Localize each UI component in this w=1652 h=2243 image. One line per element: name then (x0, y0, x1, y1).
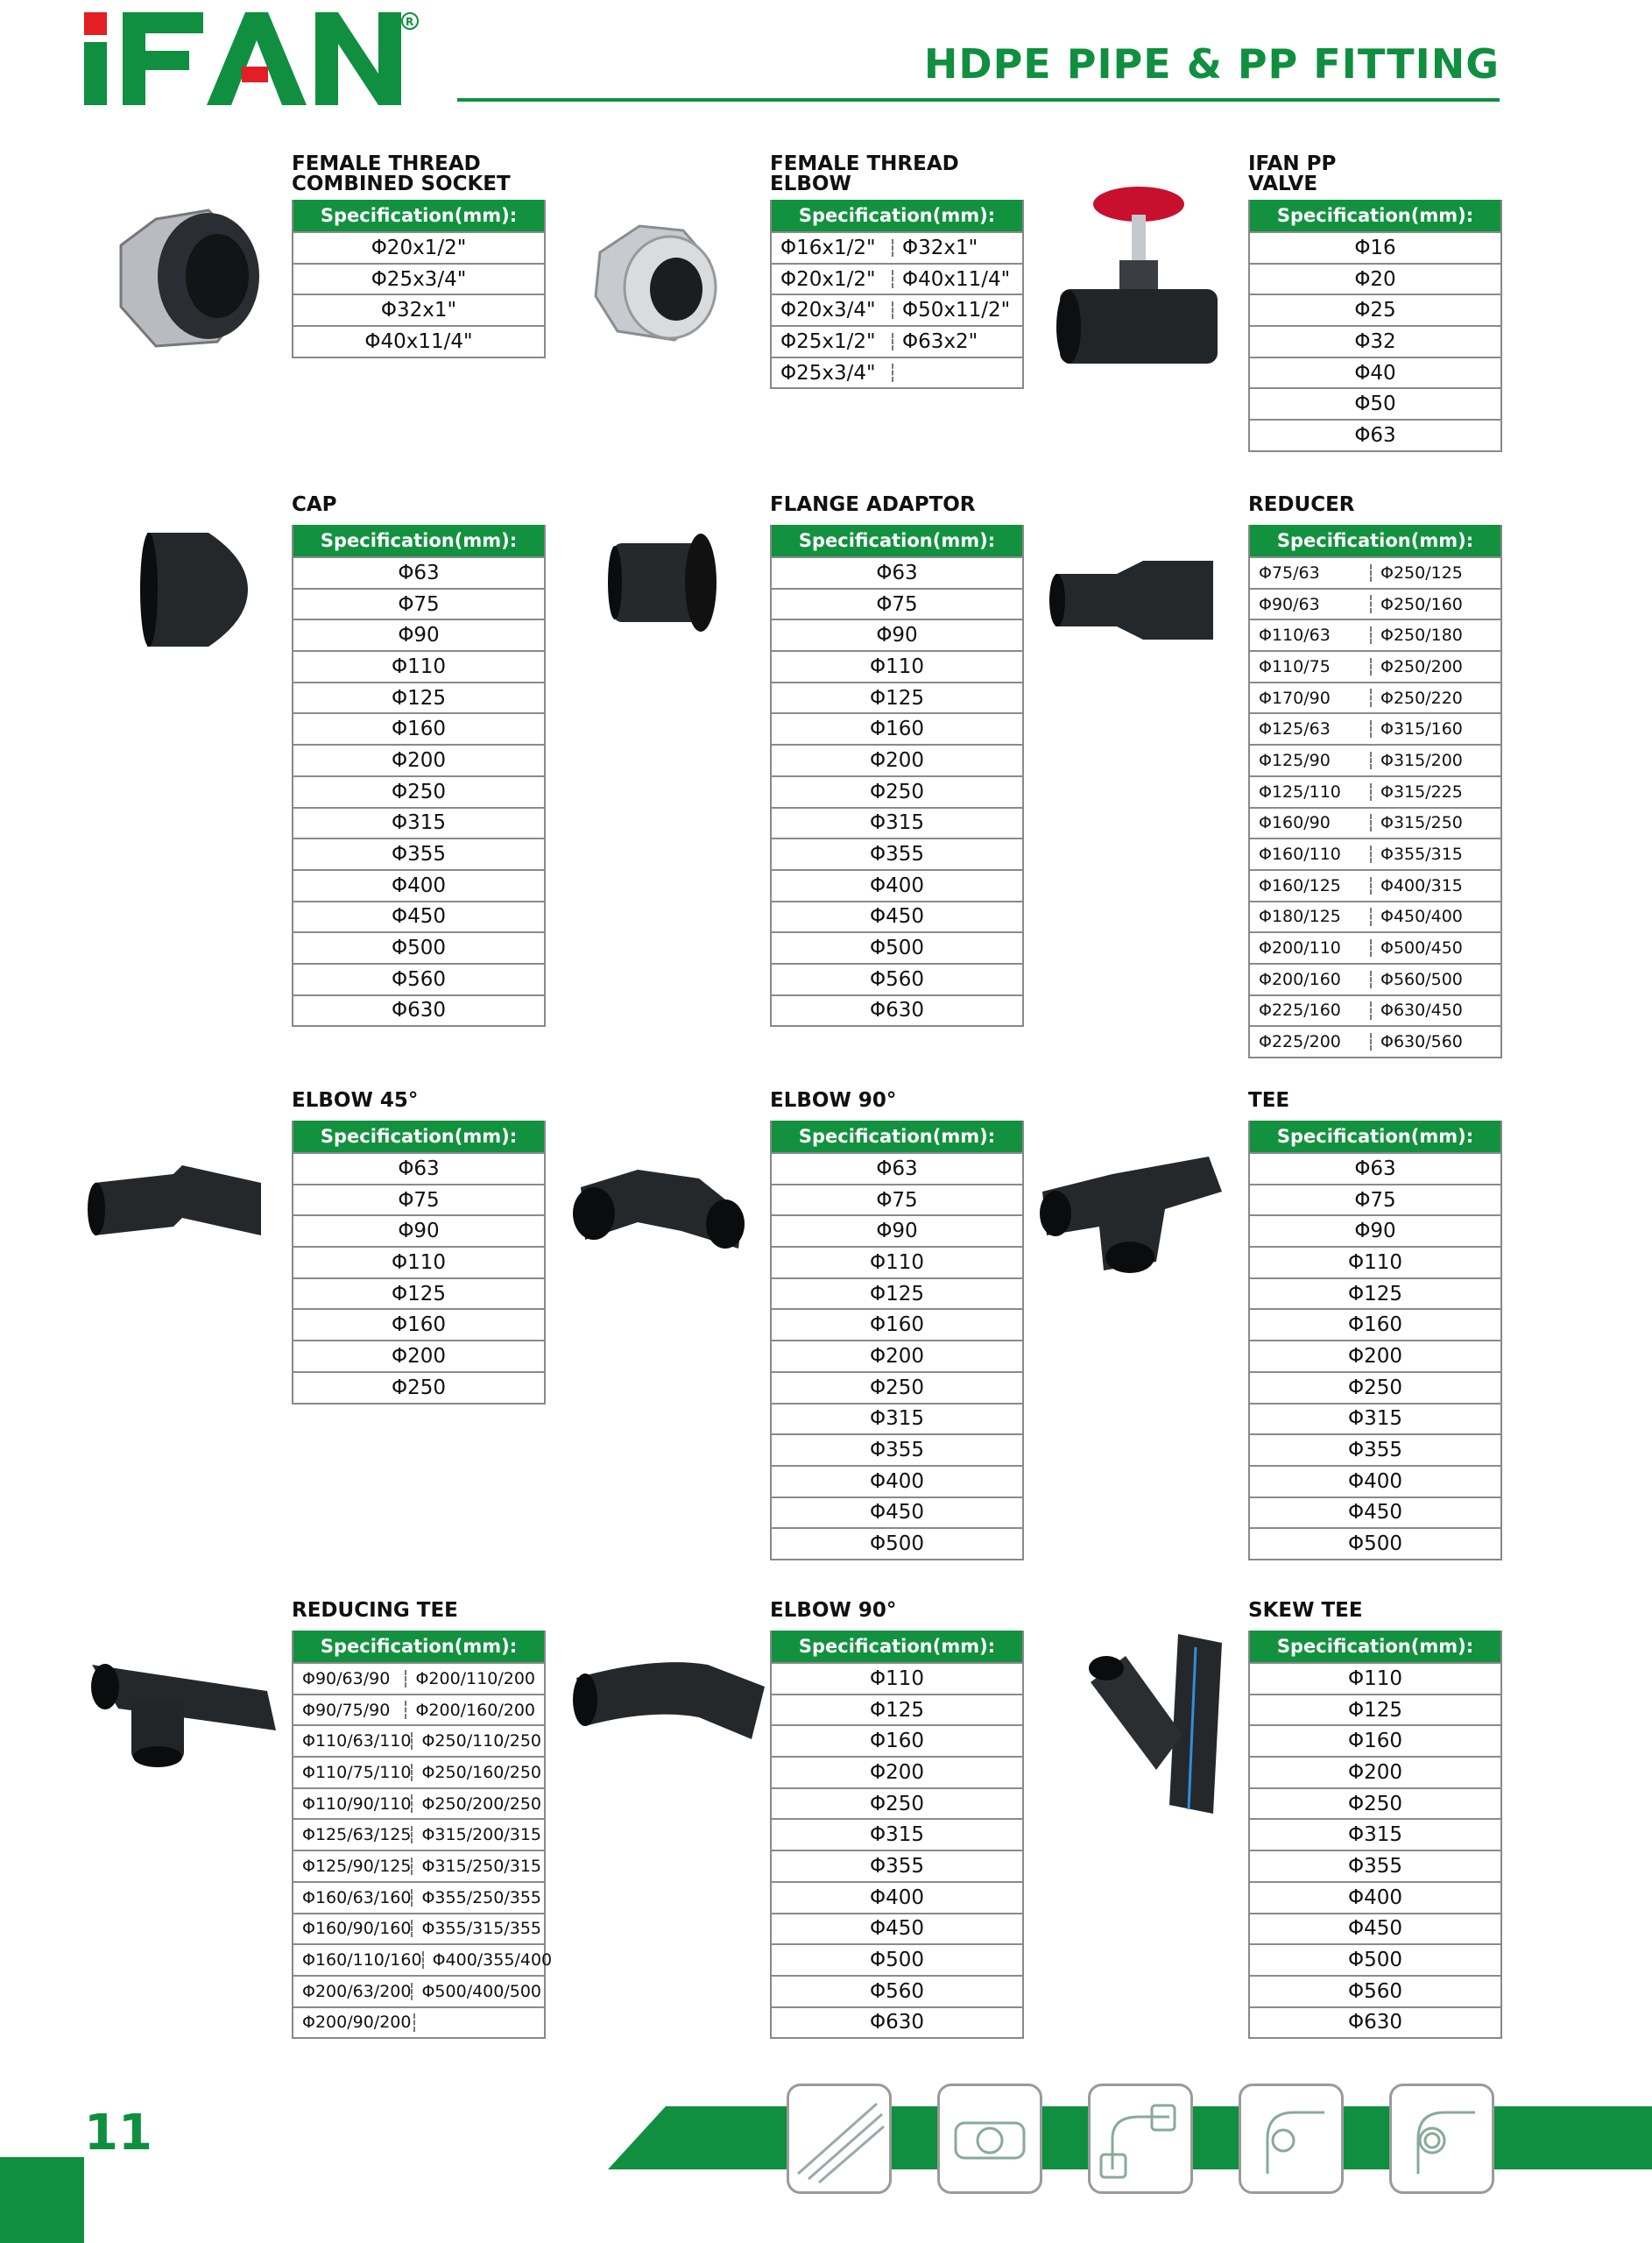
spec-row (1250, 901, 1500, 932)
spec-row: Φ90 (1250, 1214, 1500, 1246)
spec-cell: Φ90/63 (1259, 594, 1320, 614)
page-number: 11 (84, 2105, 152, 2162)
spec-row (1250, 994, 1500, 1026)
spec-row: Φ315 (772, 807, 1022, 838)
spec-row (293, 1662, 544, 1694)
spec-cell: Φ110/75 (1259, 656, 1331, 676)
spec-rows (772, 556, 1022, 1025)
spec-cell: Φ250/160/250 (411, 1764, 541, 1781)
spec-table (1248, 525, 1502, 1058)
spec-row: Φ125 (1250, 1277, 1500, 1309)
spec-row: Φ75 (293, 588, 544, 619)
spec-row: Φ90 (772, 619, 1022, 650)
spec-row: Φ500 (1250, 1527, 1500, 1559)
spec-row: Φ250 (1250, 1787, 1500, 1819)
female-thread-socket-image (103, 193, 279, 359)
spec-row: Φ355 (1250, 1433, 1500, 1465)
spec-header: Specification(mm): (772, 1631, 1022, 1662)
spec-rows (293, 1662, 553, 2037)
spec-row: Φ400 (1250, 1465, 1500, 1497)
spec-row: Φ160 (772, 712, 1022, 744)
spec-row (293, 1818, 544, 1850)
product-title: VALVE (1248, 173, 1318, 195)
ifan-logo (84, 12, 452, 109)
spec-row: Φ400 (1250, 1881, 1500, 1913)
spec-cell: Φ225/160 (1259, 1001, 1341, 1021)
spec-cell: Φ200/160/200 (405, 1701, 535, 1718)
product-title: COMBINED SOCKET (292, 173, 511, 195)
spec-header: Specification(mm): (293, 525, 544, 556)
spec-row (293, 2006, 544, 2038)
union-elbow-thumbnail (1088, 2084, 1193, 2194)
spec-row: Φ450 (772, 1497, 1022, 1528)
spec-cell: Φ110/75/110 (302, 1762, 412, 1782)
spec-row (1250, 775, 1500, 807)
product-title: ELBOW 90° (770, 1089, 897, 1112)
spec-row: Φ63 (1250, 419, 1500, 450)
spec-table (770, 200, 1024, 389)
spec-row (1250, 838, 1500, 869)
spec-rows (1250, 556, 1500, 1057)
spec-row: Φ110 (1250, 1246, 1500, 1277)
spec-cell: Φ200/160 (1259, 969, 1341, 989)
spec-cell: Φ40x11/4" (892, 270, 1013, 287)
spec-row: Φ63 (1250, 1152, 1500, 1184)
spec-row (1250, 588, 1500, 619)
spec-cell: Φ63x2" (892, 333, 1013, 350)
spec-row: Φ200 (1250, 1756, 1500, 1787)
product-title: ELBOW 45° (292, 1089, 419, 1112)
spec-cell: Φ225/200 (1259, 1032, 1341, 1052)
spec-row (1250, 556, 1500, 588)
spec-row: Φ75 (293, 1184, 544, 1215)
reducer-image (1047, 552, 1222, 648)
spec-cell: Φ125/90 (1259, 750, 1331, 770)
cap-image (138, 524, 252, 655)
spec-row: Φ200 (772, 1340, 1022, 1371)
skew-tee-image (1082, 1630, 1231, 1822)
spec-row: Φ160 (293, 1308, 544, 1340)
spec-row: Φ160 (772, 1724, 1022, 1756)
spec-cell: Φ160/90/160 (302, 1919, 412, 1939)
spec-row: Φ40 (1250, 357, 1500, 388)
spec-row: Φ250 (293, 1371, 544, 1403)
spec-row: Φ160 (772, 1308, 1022, 1340)
spec-row (1250, 963, 1500, 994)
elbow-45-image (86, 1148, 279, 1253)
spec-row: Φ630 (293, 994, 544, 1026)
spec-table (292, 200, 546, 358)
spec-row: Φ125 (1250, 1694, 1500, 1725)
spec-row (1250, 650, 1500, 682)
spec-table (292, 1121, 546, 1405)
spec-row: Φ630 (1250, 2006, 1500, 2038)
spec-table (770, 1631, 1024, 2039)
spec-row: Φ110 (772, 650, 1022, 682)
spec-row: Φ355 (1250, 1850, 1500, 1881)
spec-cell: Φ90/75/90 (302, 1700, 391, 1720)
spec-row (293, 1881, 544, 1913)
spec-row (1250, 869, 1500, 901)
spec-cell: Φ315/250/315 (411, 1857, 541, 1875)
spec-rows (1250, 231, 1500, 450)
page-header-title: HDPE PIPE & PP FITTING (923, 40, 1500, 88)
spec-row (293, 1943, 553, 1975)
spec-rows (293, 231, 544, 357)
spec-row: Φ450 (772, 901, 1022, 932)
spec-row: Φ90 (772, 1214, 1022, 1246)
spec-cell (413, 2013, 535, 2031)
spec-cell: Φ400/355/400 (422, 1951, 553, 1969)
spec-cell: Φ75/63 (1259, 563, 1320, 583)
spec-row: Φ25x3/4" (293, 263, 544, 294)
spec-cell: Φ250/125 (1370, 564, 1492, 582)
corner-accent (0, 2157, 84, 2243)
spec-cell: Φ160/110/160 (302, 1950, 422, 1971)
spec-row: Φ110 (772, 1246, 1022, 1277)
spec-header: Specification(mm): (772, 200, 1022, 231)
spec-cell: Φ160/63/160 (302, 1887, 412, 1907)
spec-cell: Φ180/125 (1259, 907, 1341, 927)
spec-row: Φ25 (1250, 294, 1500, 325)
spec-header: Specification(mm): (772, 525, 1022, 556)
spec-row: Φ250 (772, 775, 1022, 807)
spec-cell: Φ630/560 (1370, 1033, 1492, 1051)
spec-row: Φ200 (772, 1756, 1022, 1787)
spec-cell: Φ250/160 (1370, 595, 1492, 612)
spec-cell: Φ315/225 (1370, 783, 1492, 801)
spec-rows (1250, 1152, 1500, 1559)
spec-row: Φ200 (293, 744, 544, 775)
spec-row (293, 1975, 544, 2006)
spec-row: Φ160 (1250, 1308, 1500, 1340)
spec-row (1250, 744, 1500, 775)
spec-row: Φ75 (772, 588, 1022, 619)
product-title: FEMALE THREAD (292, 152, 481, 175)
spec-row: Φ125 (293, 682, 544, 713)
spec-cell: Φ315/200 (1370, 752, 1492, 769)
spec-row: Φ250 (1250, 1371, 1500, 1403)
spec-row: Φ32 (1250, 325, 1500, 357)
spec-row: Φ40x11/4" (293, 325, 544, 357)
spec-row: Φ450 (772, 1913, 1022, 1944)
spec-row: Φ20x1/2" (293, 231, 544, 263)
threaded-elbow-thumbnail (1389, 2084, 1494, 2194)
spec-row: Φ560 (1250, 1975, 1500, 2006)
spec-row: Φ160 (293, 712, 544, 744)
spec-row: Φ75 (772, 1184, 1022, 1215)
spec-header: Specification(mm): (1250, 525, 1500, 556)
spec-row: Φ450 (293, 901, 544, 932)
spec-row: Φ200 (772, 744, 1022, 775)
spec-table (1248, 200, 1502, 452)
spec-row (293, 1756, 544, 1787)
spec-cell: Φ50x11/2" (892, 301, 1013, 319)
spec-cell: Φ90/63/90 (302, 1668, 391, 1688)
spec-cell: Φ450/400 (1370, 908, 1492, 925)
spec-cell: Φ315/200/315 (411, 1826, 541, 1843)
spec-row: Φ500 (772, 1527, 1022, 1559)
spec-row: Φ250 (293, 775, 544, 807)
spec-row: Φ630 (772, 2006, 1022, 2038)
spec-row (1250, 807, 1500, 838)
spec-cell: Φ500/450 (1370, 939, 1492, 957)
spec-row: Φ160 (1250, 1724, 1500, 1756)
spec-row: Φ50 (1250, 387, 1500, 419)
spec-row: Φ250 (772, 1371, 1022, 1403)
spec-cell: Φ630/450 (1370, 1001, 1492, 1019)
spec-row: Φ200 (1250, 1340, 1500, 1371)
spec-table (1248, 1121, 1502, 1560)
header-divider (457, 98, 1500, 102)
spec-cell: Φ200/110/200 (405, 1670, 535, 1688)
spec-cell: Φ200/63/200 (302, 1981, 412, 2001)
spec-rows (293, 556, 544, 1025)
spec-rows (772, 1152, 1022, 1559)
spec-cell: Φ25x1/2" (780, 329, 876, 353)
spec-row (293, 1913, 544, 1944)
spec-cell: Φ170/90 (1259, 688, 1331, 708)
spec-rows (772, 1662, 1022, 2037)
spec-cell: Φ125/110 (1259, 782, 1341, 802)
spec-header: Specification(mm): (1250, 1121, 1500, 1152)
spec-cell: Φ560/500 (1370, 971, 1492, 988)
spec-row: Φ63 (772, 1152, 1022, 1184)
spec-row: Φ355 (772, 1433, 1022, 1465)
spec-row: Φ500 (1250, 1943, 1500, 1975)
spec-row: Φ16 (1250, 231, 1500, 263)
spec-row: Φ32x1" (293, 294, 544, 325)
spec-cell: Φ110/63 (1259, 626, 1331, 646)
spec-rows (772, 231, 1022, 387)
spec-header: Specification(mm): (293, 200, 544, 231)
spec-cell: Φ20x3/4" (780, 299, 876, 322)
spec-row: Φ110 (293, 650, 544, 682)
flange-adaptor-image (604, 530, 727, 635)
spec-cell (892, 364, 1013, 381)
spec-cell: Φ200/110 (1259, 938, 1341, 959)
spec-row (772, 357, 1022, 388)
spec-row (293, 1850, 544, 1881)
spec-cell: Φ110/90/110 (302, 1794, 412, 1814)
spec-table (292, 1631, 553, 2039)
pipe-thumbnail (787, 2084, 892, 2194)
reducing-tee-image (83, 1647, 285, 1770)
elbow-90-image (568, 1143, 752, 1257)
spec-row: Φ400 (772, 1465, 1022, 1497)
spec-row: Φ560 (772, 1975, 1022, 2006)
spec-row: Φ315 (1250, 1818, 1500, 1850)
spec-row: Φ110 (772, 1662, 1022, 1694)
spec-row: Φ90 (293, 619, 544, 650)
spec-row (1250, 619, 1500, 650)
spec-cell: Φ355/315/355 (411, 1920, 541, 1937)
product-title: ELBOW 90° (770, 1599, 897, 1622)
spec-row: Φ63 (772, 556, 1022, 588)
spec-row: Φ400 (772, 869, 1022, 901)
spec-row: Φ125 (772, 682, 1022, 713)
spec-row: Φ315 (772, 1818, 1022, 1850)
spec-row (772, 231, 1022, 263)
spec-row (1250, 682, 1500, 713)
product-title: CAP (292, 493, 337, 516)
pp-valve-image (1051, 180, 1226, 381)
spec-cell: Φ110/63/110 (302, 1731, 412, 1751)
spec-row: Φ400 (293, 869, 544, 901)
svg-text:R: R (406, 16, 414, 28)
spec-cell: Φ125/63/125 (302, 1825, 412, 1845)
spec-row: Φ75 (1250, 1184, 1500, 1215)
spec-row: Φ110 (293, 1246, 544, 1277)
spec-cell: Φ25x3/4" (780, 361, 876, 385)
spec-row: Φ560 (293, 963, 544, 994)
spec-row: Φ20 (1250, 263, 1500, 294)
spec-row (293, 1787, 544, 1819)
spec-table (770, 1121, 1024, 1560)
tee-image (1034, 1139, 1226, 1279)
spec-cell: Φ160/125 (1259, 875, 1341, 895)
spec-cell: Φ200/90/200 (302, 2013, 412, 2033)
spec-cell: Φ250/180 (1370, 626, 1492, 644)
product-title: REDUCING TEE (292, 1599, 458, 1622)
spec-table (1248, 1631, 1502, 2039)
spec-cell: Φ400/315 (1370, 877, 1492, 895)
spec-header: Specification(mm): (293, 1631, 544, 1662)
spec-row: Φ315 (293, 807, 544, 838)
spec-row (1250, 931, 1500, 963)
spec-cell: Φ250/200/250 (411, 1794, 541, 1812)
spec-cell: Φ500/400/500 (411, 1983, 541, 2000)
spec-row (293, 1724, 544, 1756)
spec-cell: Φ125/90/125 (302, 1856, 412, 1876)
spec-header: Specification(mm): (1250, 200, 1500, 231)
spec-cell: Φ160/110 (1259, 845, 1341, 865)
spec-row: Φ110 (1250, 1662, 1500, 1694)
product-title: FEMALE THREAD (770, 152, 959, 175)
spec-row: Φ63 (293, 556, 544, 588)
spec-cell: Φ250/200 (1370, 658, 1492, 676)
spec-cell: Φ160/90 (1259, 813, 1331, 833)
spec-cell: Φ315/250 (1370, 814, 1492, 831)
product-title: IFAN PP (1248, 152, 1337, 175)
spec-row: Φ125 (293, 1277, 544, 1309)
spec-cell: Φ250/220 (1370, 689, 1492, 706)
spec-row: Φ200 (293, 1340, 544, 1371)
spec-header: Specification(mm): (293, 1121, 544, 1152)
spec-row: Φ125 (772, 1694, 1022, 1725)
spec-cell: Φ16x1/2" (780, 236, 876, 259)
spec-row (772, 325, 1022, 357)
tee-thumbnail (937, 2084, 1042, 2194)
spec-row (1250, 712, 1500, 744)
spec-row: Φ500 (772, 1943, 1022, 1975)
spec-header: Specification(mm): (1250, 1631, 1500, 1662)
spec-table (770, 525, 1024, 1027)
spec-row: Φ315 (772, 1403, 1022, 1434)
spec-row (1250, 1025, 1500, 1057)
product-title: SKEW TEE (1248, 1599, 1363, 1622)
product-title: TEE (1248, 1089, 1290, 1112)
product-title: FLANGE ADAPTOR (770, 493, 976, 516)
female-thread-elbow-image (578, 191, 736, 349)
spec-row (772, 263, 1022, 294)
spec-cell: Φ250/110/250 (411, 1732, 541, 1750)
spec-row: Φ450 (1250, 1497, 1500, 1528)
spec-row: Φ355 (772, 838, 1022, 869)
spec-row: Φ400 (772, 1881, 1022, 1913)
spec-row: Φ500 (772, 931, 1022, 963)
spec-cell: Φ355/315 (1370, 846, 1492, 863)
spec-cell: Φ355/250/355 (411, 1889, 541, 1907)
spec-rows (293, 1152, 544, 1403)
spec-row: Φ355 (772, 1850, 1022, 1881)
spec-cell: Φ125/63 (1259, 719, 1331, 739)
spec-cell: Φ32x1" (892, 239, 1013, 257)
spec-row: Φ560 (772, 963, 1022, 994)
product-title: ELBOW (770, 173, 851, 195)
spec-row: Φ630 (772, 994, 1022, 1026)
spec-row: Φ125 (772, 1277, 1022, 1309)
spec-row: Φ355 (293, 838, 544, 869)
spec-row (772, 294, 1022, 325)
spec-row (293, 1694, 544, 1725)
spec-rows (1250, 1662, 1500, 2037)
spec-row: Φ90 (293, 1214, 544, 1246)
product-title: REDUCER (1248, 493, 1355, 516)
spec-header: Specification(mm): (772, 1121, 1022, 1152)
spec-row: Φ315 (1250, 1403, 1500, 1434)
spec-cell: Φ20x1/2" (780, 267, 876, 291)
spec-row: Φ500 (293, 931, 544, 963)
spec-row: Φ250 (772, 1787, 1022, 1819)
spec-row: Φ450 (1250, 1913, 1500, 1944)
spec-cell: Φ315/160 (1370, 720, 1492, 738)
elbow-thumbnail (1239, 2084, 1344, 2194)
spec-table (292, 525, 546, 1027)
long-elbow-90-image (568, 1652, 769, 1748)
spec-row: Φ63 (293, 1152, 544, 1184)
